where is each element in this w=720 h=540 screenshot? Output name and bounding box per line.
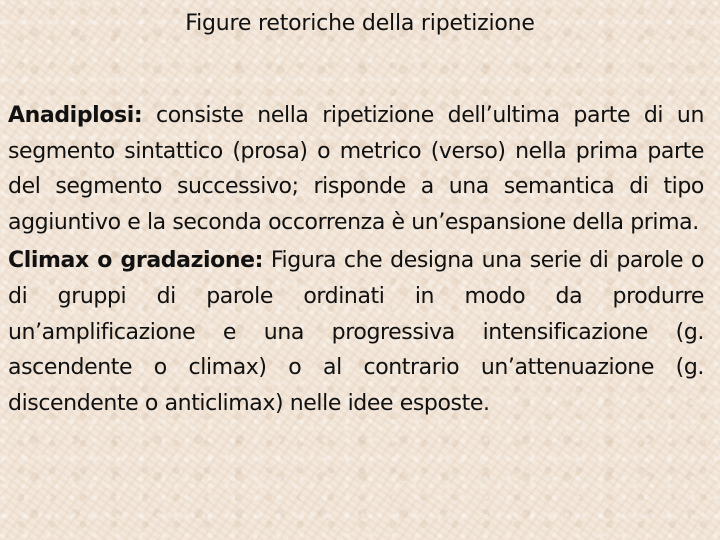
- definition-climax: [8, 243, 704, 421]
- definition-text: Figura che designa una serie di parole o di gruppi di parole ordinati in modo da produrre un’amplificazione e una progressiva intensificazione (g. ascendente o climax) o al contrario un’attenuazione (g. discendente o anticlimax) nelle idee esposte.: [8, 248, 705, 416]
- definition-text: consiste nella ripetizione dell’ultima parte di un segmento sintattico (prosa) o metrico (verso) nella prima parte del segmento successivo; risponde a una semantica di tipo aggiuntivo e la seconda occorrenza è un’espansione della prima.: [8, 103, 704, 235]
- slide-title: Figure retoriche della ripetizione: [185, 11, 535, 36]
- definition-anadiplosi: [8, 98, 704, 240]
- slide-body: [8, 98, 704, 424]
- definition-term: Climax o gradazione:: [8, 248, 264, 274]
- definition-term: Anadiplosi:: [8, 103, 143, 128]
